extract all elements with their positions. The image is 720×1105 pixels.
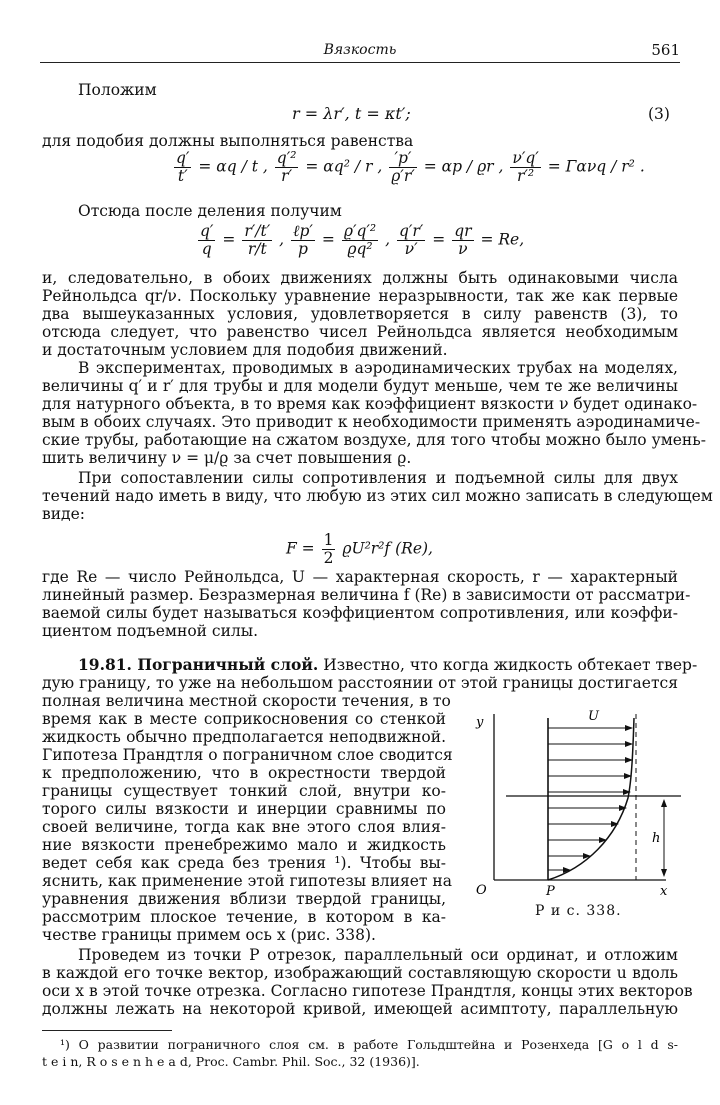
body-line: виде: (42, 505, 85, 523)
footnote-rule (42, 1030, 172, 1031)
label-y: y (476, 715, 484, 730)
body-line: рассмотрим плоское течение, в котором в ка- (42, 908, 446, 926)
velocity-vectors (548, 728, 632, 870)
body-line: вым в обоих случаях. Это приводит к необходимости применять аэродинамиче- (42, 413, 701, 431)
body-line: к предположению, что в окрестности твердой (42, 764, 446, 782)
body-line: течений надо иметь в виду, что любую из этих сил можно записать в следующем (42, 487, 713, 505)
body-line: В экспериментах, проводимых в аэродинамических трубах на моделях, (78, 359, 678, 377)
footnote-line: ¹) О развитии пограничного слоя см. в работе Гольдштейна и Розенхеда [G o l d s- (60, 1037, 678, 1052)
figure-caption: Р и с. 338. (535, 903, 622, 919)
body-line: оси x в этой точке отрезка. Согласно гипотезе Прандтля, концы этих векторов (42, 982, 693, 1000)
body-line: Проведем из точки P отрезок, параллельный оси ординат, и отложим (78, 946, 678, 964)
body-line: время как в месте соприкосновения со стенкой (42, 710, 446, 728)
body-line: Рейнольдса qr/ν. Поскольку уравнение неразрывности, так же как первые (42, 287, 678, 305)
equation-3: r = λr′, t = κt′; (292, 104, 411, 123)
paragraph-intro: Положим (78, 81, 157, 99)
body-line: границы существует тонкий слой, внутри ко- (42, 782, 446, 800)
label-x: x (660, 884, 668, 898)
body-line: ведет себя как среда без трения ¹). Чтобы вы- (42, 854, 446, 872)
paragraph-similarity: для подобия должны выполняться равенства (42, 132, 414, 150)
body-line: ваемой силы будет называться коэффициентом сопротивления, или коэффи- (42, 604, 678, 622)
section-heading: 19.81. Пограничный слой. (78, 655, 319, 674)
body-line: При сопоставлении силы сопротивления и подъемной силы для двух (78, 469, 678, 487)
fraction: $\frac{\text{q′²}}{r'}$ (276, 149, 297, 185)
section-heading-line: 19.81. Пограничный слой. Известно, что когда жидкость обтекает твер- (78, 655, 698, 674)
body-line: честве границы примем ось x (рис. 338). (42, 926, 376, 944)
body-line: ние вязкости пренебрежимо мало и жидкость (42, 836, 446, 854)
label-U: U (588, 709, 599, 724)
body-line: уравнения движения вблизи твердой границы, (42, 890, 446, 908)
fraction: $\frac{q'}{t'}$ (176, 149, 190, 185)
figure-338 (466, 708, 696, 898)
label-O: O (476, 883, 487, 898)
footnote-line: t e i n, R o s e n h e a d, Proc. Cambr. Phil. Soc., 32 (1936)]. (42, 1054, 420, 1069)
running-title: Вязкость (323, 42, 397, 58)
equation-force: F = $\frac{1}{2}$ ϱU²r²f (Re), (286, 531, 433, 567)
body-line: должны лежать на некоторой кривой, имеющей асимптоту, параллельную (42, 1000, 678, 1018)
body-line: два вышеуказанных условия, удовлетворяется в силу равенств (3), то (42, 305, 678, 323)
body-line: яснить, как применение этой гипотезы влияет на (42, 872, 452, 890)
body-line: циентом подъемной силы. (42, 622, 259, 640)
body-line: для натурного объекта, в то время как коэффициент вязкости ν будет одинако- (42, 395, 698, 413)
body-line: ские трубы, работающие на сжатом воздухе, для того чтобы можно было умень- (42, 431, 706, 449)
body-line: своей величине, тогда как вне этого слоя влия- (42, 818, 446, 836)
equation-number: (3) (648, 105, 670, 123)
paragraph-division: Отсюда после деления получим (78, 202, 342, 220)
label-h: h (652, 831, 661, 846)
body-line: где Re — число Рейнольдса, U — характерная скорость, r — характерный (42, 568, 678, 586)
equation-reynolds: $\frac{q'}{q}$ = $\frac{r'/t'}{r/t}$ , $\frac{\text{ℓp′}}{p}$ = $\frac{\text{ϱ′q′²}}{\text{ϱq²}}$ , $\frac{q'r'}{\nu'}$ = $\frac{qr}{\nu}$ = Re, (200, 222, 525, 258)
body-line: Гипотеза Прандтля о пограничном слое сводится (42, 746, 453, 764)
body-line: дую границу, то уже на небольшом расстоянии от этой границы достигается (42, 674, 678, 692)
body-line: торого силы вязкости и инерции сравнимы по (42, 800, 446, 818)
body-line: величины q′ и r′ для трубы и для модели будут меньше, чем те же величины (42, 377, 678, 395)
body-line: в каждой его точке вектор, изображающий составляющую скорости u вдоль (42, 964, 678, 982)
running-header (40, 40, 680, 63)
equation-similarity: $\frac{q'}{t'}$ = αq / t , $\frac{\text{q′²}}{r'}$ = αq² / r , $\frac{'p'}{ϱ'r'}$ = αp / ϱr , $\frac{\nu'q'}{\text{r′²}}$ = Γανq / r² . (176, 149, 645, 185)
fraction: $\frac{'p'}{ϱ'r'}$ (391, 149, 415, 185)
fraction: $\frac{\nu'q'}{\text{r′²}}$ (512, 149, 539, 185)
page-number: 561 (651, 41, 680, 59)
body-line: отсюда следует, что равенство чисел Рейнольдса является необходимым (42, 323, 678, 341)
label-P: P (546, 884, 555, 898)
body-line: жидкость обычно предполагается неподвижной. (42, 728, 446, 746)
body-line: и, следовательно, в обоих движениях должны быть одинаковыми числа (42, 269, 678, 287)
body-line: полная величина местной скорости течения, в то (42, 692, 451, 710)
body-line: шить величину ν = μ/ϱ за счет повышения ϱ. (42, 449, 412, 467)
body-line: и достаточным условием для подобия движений. (42, 341, 448, 359)
body-line: линейный размер. Безразмерная величина f (Re) в зависимости от рассматри- (42, 586, 691, 604)
